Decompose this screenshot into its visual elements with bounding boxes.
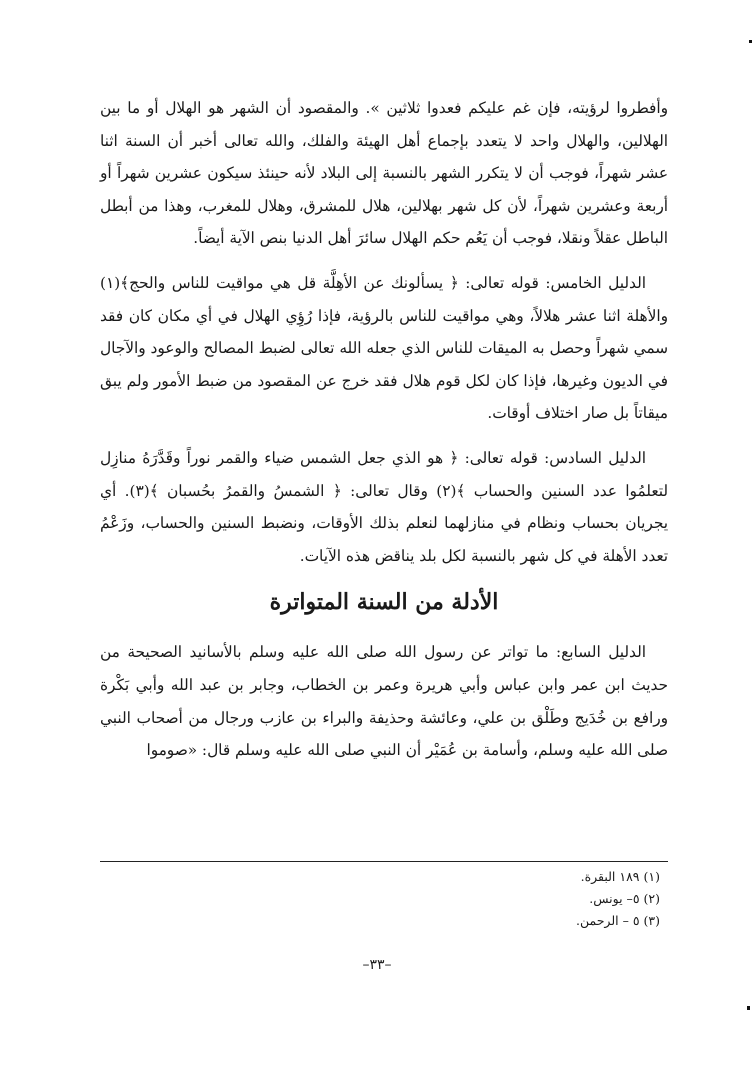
footnote-2: (٢) ٥– يونس.: [589, 891, 660, 906]
footnote-divider: [100, 861, 668, 862]
paragraph-continuation: وأفطروا لرؤيته، فإن غم عليكم فعدوا ثلاثين ». والمقصود أن الشهر هو الهلال أو ما بين الهلالين، والهلال واحد لا يتعدد بإجماع أهل الهيئة والفلك، والله تعالى أخبر أن السنة اثنا عشر شهراً، فوجب أن لا يتكرر الشهر بالنسبة إلى البلاد لأنه حينئذ سيكون عشرين شهراً أو أربعة وعشرين شهراً، لأن كل شهر بهلالين، هلال للمشرق، وهلال للمغرب، وهذا من أبطل الباطل عقلاً ونقلا، فوجب أن يَعُم حكم الهلال سائرَ أهل الدنيا بنص الآية أيضاً.: [100, 99, 668, 248]
paragraph-sixth-evidence: الدليل السادس: قوله تعالى: ﴿ هو الذي جعل الشمس ضياء والقمر نوراً وقَدَّرَهُ منازِل لتعلمُوا عدد السنين والحساب ﴾(٢) وقال تعالى: ﴿ الشمسُ والقمرُ بحُسبان ﴾(٣). أي يجريان بحساب ونظام في منازلهما لنعلم بذلك الأوقات، ونضبط السنين والحساب، وزَعْمُ تعدد الأهلة في كل شهر بالنسبة لكل بلد يناقض هذه الآيات.: [100, 448, 668, 565]
main-text: [100, 92, 668, 767]
paragraph-seventh-evidence: الدليل السابع: ما تواتر عن رسول الله صلى الله عليه وسلم بالأسانيد الصحيحة من حديث ابن عمر وابن عباس وأبي هريرة وعمر بن الخطاب، وجابر بن عبد الله وأبي بَكْرة ورافع بن خُدَيج وطَلْق بن علي، وعائشة وحذيفة والبراء بن عازب ورجال من أصحاب النبي صلى الله عليه وسلم، وأسامة بن عُمَيْر أن النبي صلى الله عليه وسلم قال: «صوموا: [100, 643, 668, 760]
footnote-3: (٣) ٥ – الرحمن.: [575, 913, 660, 928]
page-number: –٣٣–: [362, 957, 392, 973]
scan-edge-mark-top: [749, 40, 752, 43]
footnotes: [100, 866, 668, 932]
section-heading: الأدلة من السنة المتواترة: [269, 589, 499, 616]
paragraph-fifth-evidence: الدليل الخامس: قوله تعالى: ﴿ يسألونك عن الأهِلَّة قل هي مواقيت للناس والحج﴾(١) والأهلة اثنا عشر هلالاً، وهي مواقيت للناس بالرؤية، فإذا رُؤِي الهلال في أي مكان كان فقد سمي شهراً وحصل به الميقات للناس الذي جعله الله تعالى لضبط المصالح والوعود والآجال في الديون وغيرها، فإذا كان لكل قوم هلال فقد خرج عن المقصود من ضبط الأمور ولم يبق ميقاتاً بل صار اختلاف أوقات.: [100, 273, 668, 423]
footnote-1: (١) ١٨٩ البقرة.: [580, 869, 660, 884]
scan-edge-mark-bottom: [747, 1006, 750, 1010]
